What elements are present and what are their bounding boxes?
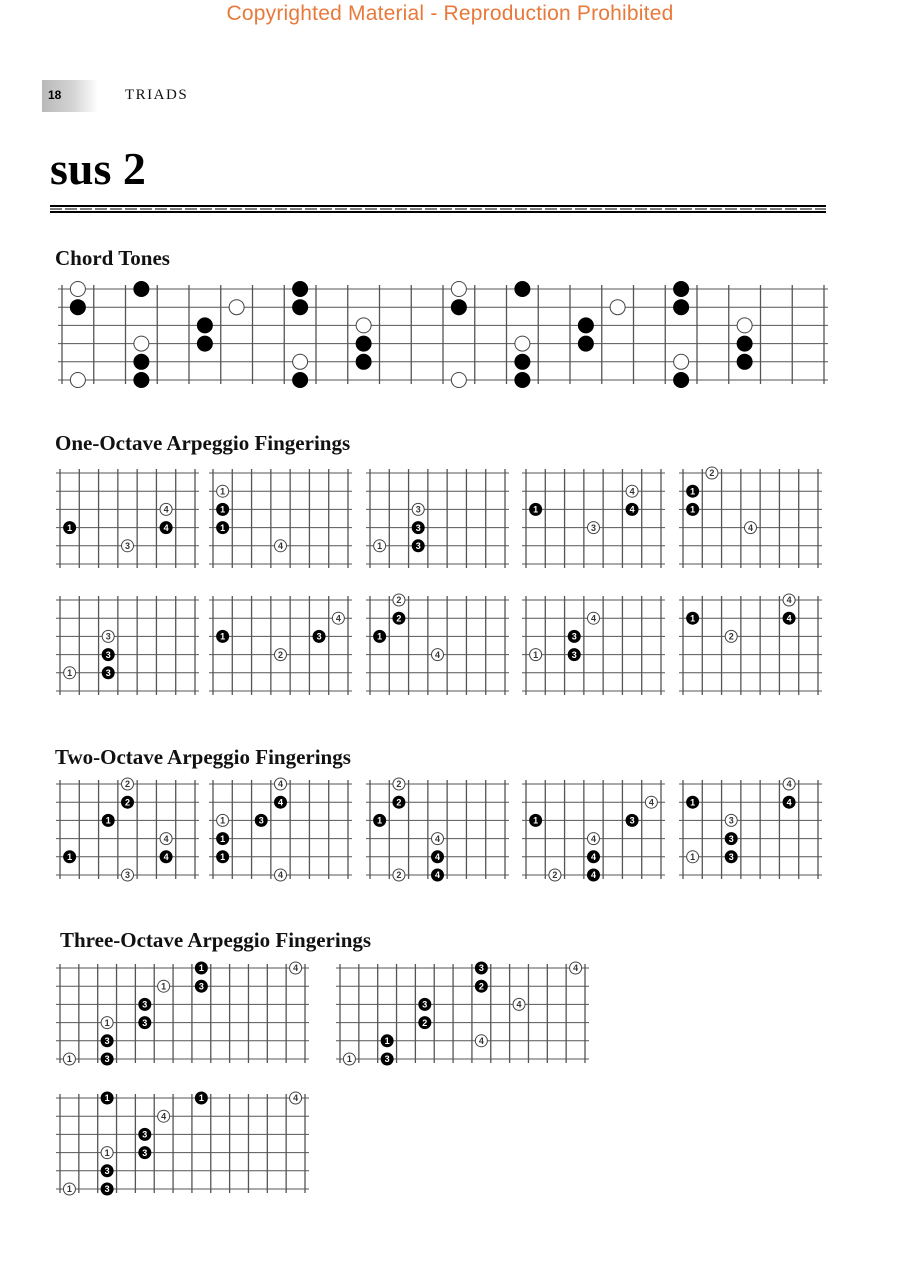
open-note-dot: [737, 318, 752, 333]
filled-note-dot: [293, 282, 308, 297]
finger-number: 4: [335, 613, 341, 624]
finger-number: 3: [105, 631, 111, 642]
open-note-dot: [70, 282, 85, 297]
finger-number: 1: [220, 833, 226, 844]
filled-note-dot: [293, 373, 308, 388]
finger-number: 2: [277, 649, 284, 660]
open-note-dot: [674, 354, 689, 369]
finger-number: 4: [293, 1093, 299, 1104]
finger-number: 3: [142, 1129, 148, 1140]
finger-number: 3: [104, 1054, 110, 1065]
one-octave-fretboard: [56, 469, 199, 568]
finger-number: 2: [396, 595, 402, 606]
finger-number: 3: [258, 815, 264, 826]
filled-note-dot: [197, 318, 212, 333]
page-number: 18: [48, 88, 62, 102]
finger-number: 4: [434, 852, 441, 863]
finger-number: 3: [316, 631, 322, 642]
finger-number: 3: [105, 649, 111, 660]
finger-number: 1: [67, 668, 73, 679]
open-note-dot: [610, 300, 625, 315]
finger-number: 2: [396, 779, 402, 790]
copyright-banner: Copyrighted Material - Reproduction Prohibited: [226, 2, 674, 25]
filled-note-dot: [134, 373, 149, 388]
two-octave-fretboard: [56, 778, 199, 881]
finger-number: 4: [648, 797, 654, 808]
finger-number: 2: [124, 779, 131, 790]
finger-number: 4: [747, 522, 754, 533]
filled-note-dot: [356, 336, 371, 351]
filled-note-dot: [515, 354, 530, 369]
filled-note-dot: [737, 354, 752, 369]
finger-number: 1: [690, 852, 696, 863]
finger-number: 1: [220, 631, 226, 642]
finger-number: 2: [396, 797, 402, 808]
finger-number: 2: [552, 870, 558, 881]
finger-number: 1: [220, 486, 226, 497]
finger-number: 1: [384, 1036, 390, 1047]
finger-number: 3: [124, 541, 131, 552]
finger-number: 3: [571, 649, 577, 660]
finger-number: 1: [220, 522, 226, 533]
finger-number: 4: [573, 963, 579, 974]
finger-number: 3: [415, 522, 421, 533]
finger-number: 4: [629, 504, 635, 515]
section-label: TRIADS: [125, 87, 189, 103]
one-octave-fretboard: [366, 469, 509, 568]
finger-number: 1: [67, 852, 73, 863]
finger-number: 4: [163, 504, 169, 515]
finger-number: 1: [66, 1184, 72, 1195]
finger-number: 3: [142, 1017, 148, 1028]
finger-number: 4: [786, 613, 792, 624]
one-octave-fretboard: [522, 596, 665, 695]
finger-number: 1: [690, 613, 696, 624]
open-note-dot: [451, 282, 466, 297]
finger-number: 2: [728, 631, 734, 642]
filled-note-dot: [197, 336, 212, 351]
finger-number: 1: [533, 649, 539, 660]
finger-number: 2: [124, 797, 131, 808]
finger-number: 1: [161, 981, 167, 992]
chord-title: sus 2: [50, 143, 146, 194]
open-note-dot: [134, 336, 149, 351]
filled-note-dot: [134, 354, 149, 369]
finger-number: 4: [786, 779, 792, 790]
finger-number: 1: [220, 852, 226, 863]
finger-number: 2: [396, 613, 402, 624]
finger-number: 3: [571, 631, 577, 642]
filled-note-dot: [134, 282, 149, 297]
one-octave-fretboard: [366, 594, 509, 695]
finger-number: 4: [590, 852, 597, 863]
finger-number: 1: [220, 815, 226, 826]
filled-note-dot: [674, 282, 689, 297]
finger-number: 1: [377, 631, 383, 642]
heading-chord-tones: Chord Tones: [55, 246, 170, 270]
finger-number: 4: [163, 522, 169, 533]
finger-number: 1: [105, 815, 111, 826]
heading-two-octave: Two-Octave Arpeggio Fingerings: [55, 745, 351, 769]
finger-number: 3: [728, 815, 734, 826]
chord-tones-fretboard: [58, 282, 828, 388]
finger-number: 1: [104, 1147, 110, 1158]
one-octave-fretboard: [679, 594, 822, 695]
filled-note-dot: [293, 300, 308, 315]
finger-number: 3: [415, 504, 421, 515]
one-octave-fretboard: [209, 596, 352, 695]
finger-number: 4: [434, 649, 441, 660]
finger-number: 4: [590, 613, 597, 624]
finger-number: 4: [161, 1111, 167, 1122]
finger-number: 4: [163, 833, 169, 844]
finger-number: 3: [104, 1036, 110, 1047]
filled-note-dot: [674, 300, 689, 315]
three-octave-fretboard: [336, 962, 589, 1065]
finger-number: 3: [728, 833, 734, 844]
finger-number: 1: [220, 504, 226, 515]
finger-number: 4: [590, 833, 597, 844]
finger-number: 3: [478, 963, 484, 974]
two-octave-fretboard: [679, 778, 822, 879]
finger-number: 4: [434, 833, 441, 844]
finger-number: 3: [105, 668, 111, 679]
filled-note-dot: [451, 300, 466, 315]
finger-number: 3: [590, 522, 597, 533]
finger-number: 3: [124, 870, 131, 881]
finger-number: 2: [396, 870, 402, 881]
finger-number: 2: [709, 468, 715, 479]
finger-number: 4: [516, 999, 522, 1010]
filled-note-dot: [578, 336, 593, 351]
finger-number: 3: [629, 815, 635, 826]
finger-number: 4: [786, 595, 792, 606]
heading-one-octave: One-Octave Arpeggio Fingerings: [55, 431, 351, 455]
finger-number: 1: [66, 1054, 72, 1065]
two-octave-fretboard: [522, 780, 665, 881]
finger-number: 4: [786, 797, 792, 808]
one-octave-fretboard: [56, 596, 199, 695]
finger-number: 4: [478, 1036, 484, 1047]
two-octave-fretboard: [209, 778, 352, 881]
finger-number: 2: [422, 1017, 428, 1028]
open-note-dot: [515, 336, 530, 351]
filled-note-dot: [737, 336, 752, 351]
filled-note-dot: [674, 373, 689, 388]
finger-number: 1: [104, 1093, 110, 1104]
finger-number: 1: [690, 486, 696, 497]
filled-note-dot: [356, 354, 371, 369]
finger-number: 1: [690, 797, 696, 808]
two-octave-fretboard: [366, 778, 509, 881]
finger-number: 4: [277, 797, 284, 808]
finger-number: 1: [346, 1054, 352, 1065]
finger-number: 1: [377, 541, 383, 552]
open-note-dot: [356, 318, 371, 333]
finger-number: 4: [293, 963, 299, 974]
three-octave-fretboard: [56, 962, 309, 1065]
one-octave-fretboard: [679, 467, 822, 568]
finger-number: 4: [277, 779, 284, 790]
finger-number: 1: [198, 963, 204, 974]
filled-note-dot: [70, 300, 85, 315]
finger-number: 4: [163, 852, 169, 863]
one-octave-fretboard: [209, 469, 352, 568]
finger-number: 3: [415, 541, 421, 552]
finger-number: 1: [377, 815, 383, 826]
finger-number: 3: [142, 1147, 148, 1158]
filled-note-dot: [578, 318, 593, 333]
finger-number: 4: [629, 486, 635, 497]
filled-note-dot: [515, 373, 530, 388]
finger-number: 3: [104, 1184, 110, 1195]
finger-number: 1: [104, 1017, 110, 1028]
finger-number: 3: [104, 1166, 110, 1177]
finger-number: 4: [277, 870, 284, 881]
open-note-dot: [70, 373, 85, 388]
finger-number: 2: [478, 981, 484, 992]
open-note-dot: [451, 373, 466, 388]
one-octave-fretboard: [522, 469, 665, 568]
finger-number: 1: [198, 1093, 204, 1104]
finger-number: 1: [533, 815, 539, 826]
three-octave-fretboard: [56, 1092, 309, 1195]
finger-number: 3: [728, 852, 734, 863]
heading-three-octave: Three-Octave Arpeggio Fingerings: [60, 928, 372, 952]
finger-number: 4: [277, 541, 284, 552]
filled-note-dot: [515, 282, 530, 297]
finger-number: 3: [384, 1054, 390, 1065]
finger-number: 1: [533, 504, 539, 515]
open-note-dot: [293, 354, 308, 369]
finger-number: 3: [142, 999, 148, 1010]
finger-number: 1: [67, 522, 73, 533]
open-note-dot: [229, 300, 244, 315]
finger-number: 3: [422, 999, 428, 1010]
finger-number: 1: [690, 504, 696, 515]
finger-number: 4: [590, 870, 597, 881]
finger-number: 4: [434, 870, 441, 881]
finger-number: 3: [198, 981, 204, 992]
